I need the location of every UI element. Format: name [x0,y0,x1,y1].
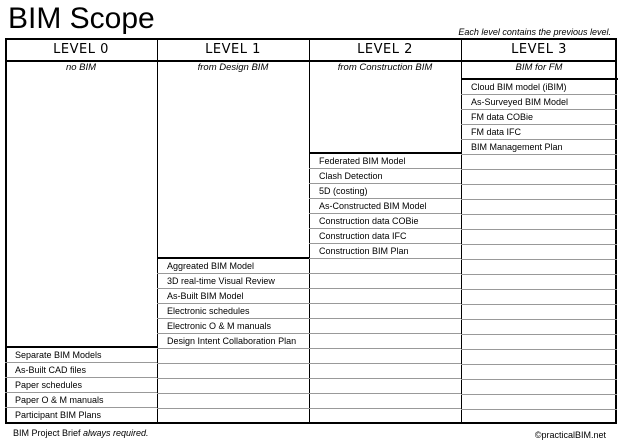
row-line [461,184,617,185]
row-line [309,273,461,274]
list-item: Electronic schedules [167,306,250,316]
list-item: FM data IFC [471,127,522,137]
list-item: Design Intent Collaboration Plan [167,336,297,346]
list-item: Aggreated BIM Model [167,261,255,271]
row-line [461,349,617,350]
level-3-subtitle: BIM for FM [515,62,563,73]
list-item: Construction data IFC [319,231,407,241]
list-item: As-Built CAD files [15,365,87,375]
copyright: ©practicalBIM.net [534,430,606,440]
level-3-heading: LEVEL 3 [511,42,567,57]
list-item: Paper schedules [15,380,83,390]
row-line [157,378,309,379]
brief-prefix: BIM Project Brief [13,428,84,438]
level-0-heading: LEVEL 0 [53,42,109,57]
row-line [461,409,617,410]
project-brief-note [13,428,149,439]
list-item: As-Surveyed BIM Model [471,97,569,107]
level-2-heading: LEVEL 2 [357,42,413,57]
column-divider [461,38,462,424]
list-item: BIM Management Plan [471,142,563,152]
list-item: 3D real-time Visual Review [167,276,275,286]
row-line [461,379,617,380]
list-item: 5D (costing) [319,186,368,196]
list-item: Participant BIM Plans [15,410,102,420]
row-line [157,363,309,364]
list-item: Clash Detection [319,171,383,181]
list-item: FM data COBie [471,112,534,122]
column-divider [309,38,310,424]
list-item: Electronic O & M manuals [167,321,272,331]
levels-note: Each level contains the previous level. [458,27,611,37]
row-line [461,274,617,275]
row-line [309,348,461,349]
list-item: Separate BIM Models [15,350,102,360]
level-2-subtitle: from Construction BIM [337,62,433,73]
row-line [309,363,461,364]
list-item: As-Constructed BIM Model [319,201,427,211]
list-item: Construction BIM Plan [319,246,409,256]
list-item: Cloud BIM model (iBIM) [471,82,567,92]
level-0-subtitle: no BIM [65,62,97,73]
row-line [309,378,461,379]
row-line [461,244,617,245]
list-item: Paper O & M manuals [15,395,104,405]
row-line [309,408,461,409]
row-line [461,214,617,215]
row-line [309,303,461,304]
row-line [309,318,461,319]
row-line [461,319,617,320]
row-line [461,334,617,335]
brief-suffix: always required. [83,428,149,438]
list-item: Federated BIM Model [319,156,406,166]
row-line [309,288,461,289]
level-1-subtitle: from Design BIM [197,62,269,73]
row-line [157,393,309,394]
row-line [309,333,461,334]
row-line [461,289,617,290]
row-line [461,229,617,230]
level-1-heading: LEVEL 1 [205,42,261,57]
list-item: Construction data COBie [319,216,419,226]
row-line [461,364,617,365]
bim-scope-table [5,38,617,424]
row-line [461,199,617,200]
row-line [461,169,617,170]
row-line [461,259,617,260]
row-line [461,394,617,395]
row-line [461,304,617,305]
column-divider [157,38,158,424]
page-title: BIM Scope [8,2,155,35]
list-item: As-Built BIM Model [167,291,244,301]
row-line [157,408,309,409]
row-line [309,393,461,394]
